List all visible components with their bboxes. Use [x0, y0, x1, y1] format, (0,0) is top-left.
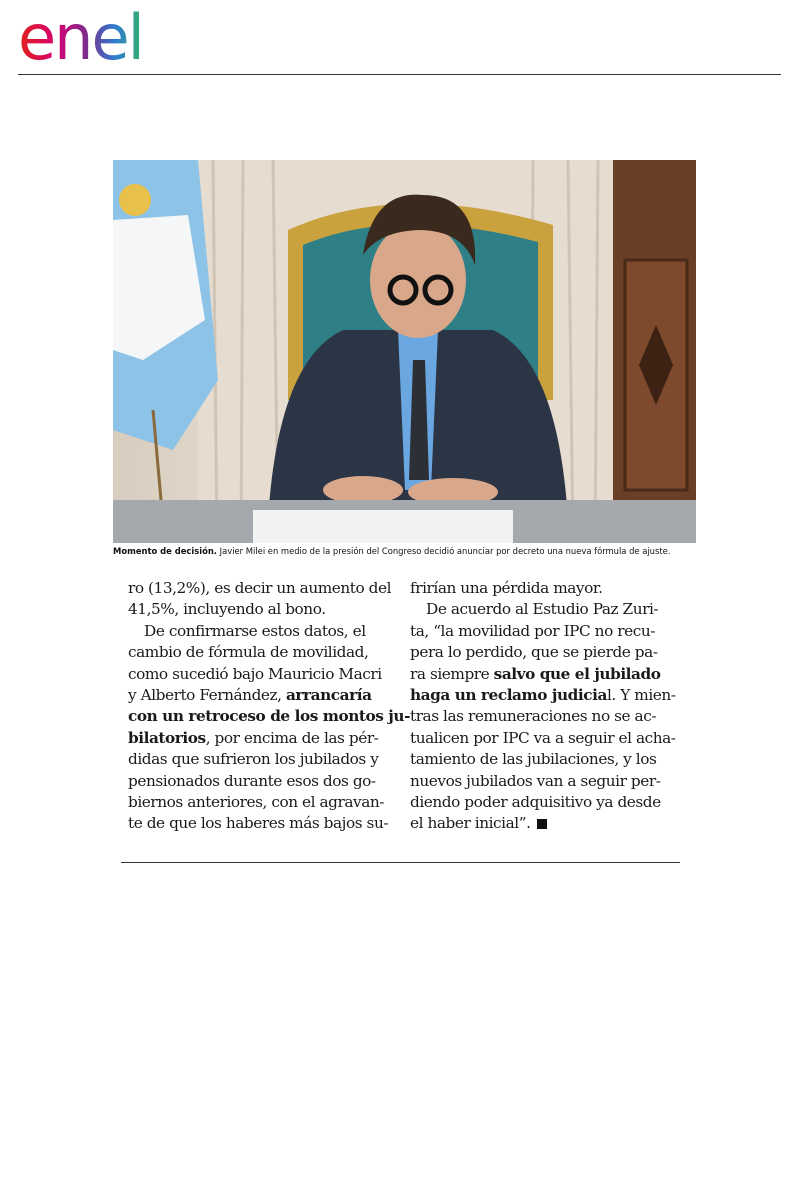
logo-text: enel — [18, 1, 143, 74]
caption-text: Javier Milei en medio de la presión del Congreso decidió anunciar por decreto una nueva fórmula de ajuste. — [216, 546, 671, 556]
text-line: tualicen por IPC va a seguir el acha- — [410, 728, 676, 747]
text-line: nuevos jubilados van a seguir per- — [410, 771, 661, 790]
text-span: y Alberto Fernández, — [128, 686, 286, 705]
text-line — [128, 728, 396, 749]
bold-span: salvo que el jubilado — [493, 664, 661, 683]
header — [0, 0, 800, 80]
text-line: pera lo perdido, que se pierde pa- — [410, 643, 658, 662]
text-line: como sucedió bajo Mauricio Macri — [128, 664, 382, 683]
bottom-divider — [121, 862, 680, 863]
text-line — [410, 813, 678, 834]
text-line: didas que sufrieron los jubilados y — [128, 750, 379, 769]
text-span: , por encima de las pér- — [205, 728, 379, 747]
text-line: diendo poder adquisitivo ya desde — [410, 793, 661, 812]
text-span: l. Y mien- — [606, 686, 676, 705]
bold-span: bilatorios — [128, 728, 206, 747]
text-line: tamiento de las jubilaciones, y los — [410, 750, 657, 769]
article-photo — [113, 160, 696, 543]
text-line: cambio de fórmula de movilidad, — [128, 643, 369, 662]
text-line: te de que los haberes más bajos su- — [128, 814, 389, 833]
bold-span: arrancaría — [285, 686, 372, 705]
text-line: 41,5%, incluyendo al bono. — [128, 600, 326, 619]
text-span: el haber inicial”. — [410, 814, 531, 833]
text-line: pensionados durante esos dos go- — [128, 771, 376, 790]
text-line: ta, “la movilidad por IPC no recu- — [410, 621, 655, 640]
text-line: con un retroceso de los montos ju- — [128, 707, 410, 726]
caption-lead: Momento de decisión. — [113, 546, 217, 556]
text-line: De acuerdo al Estudio Paz Zuri- — [426, 600, 659, 619]
article-column-2 — [410, 578, 678, 835]
enel-logo — [18, 1, 193, 74]
text-span: ra siempre — [410, 664, 494, 683]
text-line — [410, 685, 678, 706]
header-divider — [18, 74, 781, 75]
photo-illustration — [113, 160, 696, 543]
text-line: biernos anteriores, con el agravan- — [128, 793, 385, 812]
end-of-article-mark — [537, 819, 547, 829]
text-line: De confirmarse estos datos, el — [144, 621, 366, 640]
article-column-1 — [128, 578, 410, 835]
photo-caption — [113, 546, 713, 557]
text-line: ro (13,2%), es decir un aumento del — [128, 579, 392, 597]
text-line: tras las remuneraciones no se ac- — [410, 707, 657, 726]
text-line — [128, 685, 396, 706]
text-line — [410, 664, 678, 685]
text-line: frirían una pérdida mayor. — [410, 579, 603, 597]
bold-span: haga un reclamo judicia — [410, 686, 607, 705]
